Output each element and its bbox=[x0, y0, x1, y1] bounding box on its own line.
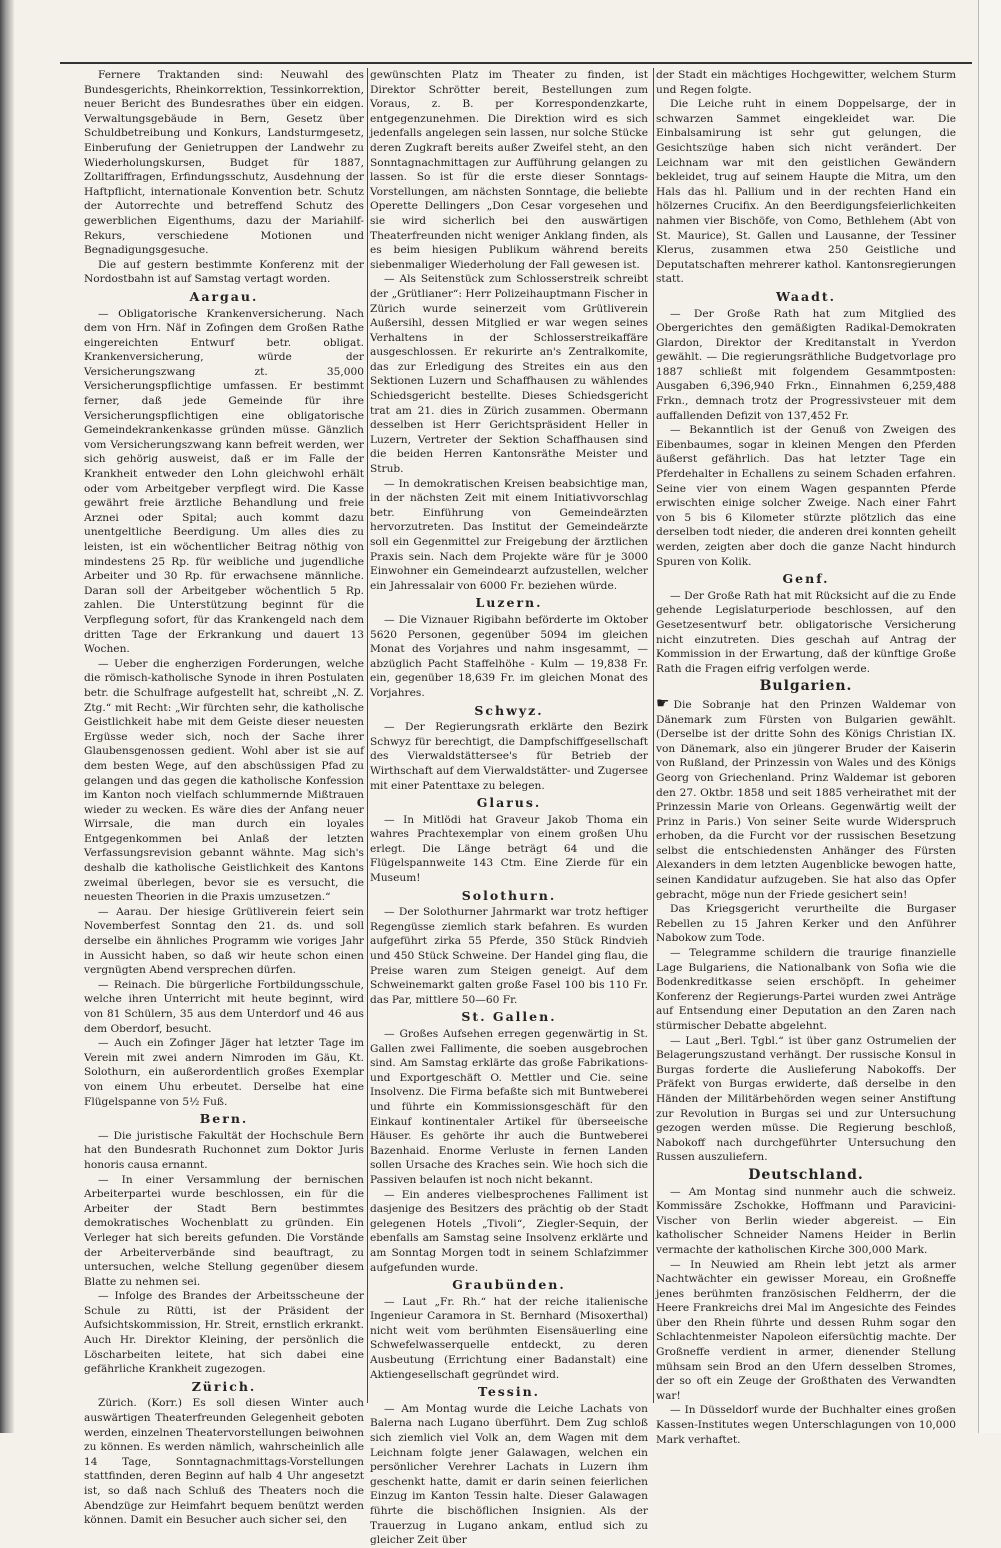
section-heading-schwyz: Schwyz. bbox=[474, 702, 544, 718]
column-rule bbox=[367, 68, 368, 1403]
section-heading-aargau: Aargau. bbox=[189, 288, 259, 304]
column-1 bbox=[84, 68, 364, 1527]
paragraph: — Die Viznauer Rigibahn beförderte im Oktober 5620 Personen, gegenüber 5094 im gleichen Monat des Vorjahres und nahm insgesammt, — abzüglich Pacht Staffelhöhe - Kulm — 19,838 Fr. ein, gegenüber 18,639 Fr. im gleichen Monat des Vorjahres. bbox=[370, 613, 648, 699]
paragraph: Das Kriegsgericht verurtheilte die Burgaser Rebellen zu 15 Jahren Kerker und den Anführer Nabokow zum Tode. bbox=[656, 903, 956, 945]
paragraph: — Großes Aufsehen erregen gegenwärtig in St. Gallen zwei Fallimente, die soeben ausgebrochen sind. Am Samstag erklärte das große Fabrikations- und Exportgeschäft O. Mettler und Cie. seine Insolvenz. Die Firma befaßte sich mit Buntweberei und führte ein Kommissionsgeschäft für den Einkauf kontinentaler Artikel für überseeische Häuser. Es gehörte ihr auch die Buntweberei Bazenhaid. Enorme Verluste in fernen Landen sollen Ursache des Kraches sein. Wie hoch sich die Passiven belaufen ist noch nicht bekannt. bbox=[370, 1028, 648, 1186]
paragraph: — Der Große Rath hat mit Rücksicht auf die zu Ende gehende Legislaturperiode beschlossen, auf den Gesetzesentwurf betr. obligatorische Versicherung nicht einzutreten. Dies geschah auf Antrag der Kommission in der Erwartung, daß der künftige Große Rath die Fragen eifrig verfolgen werde. bbox=[656, 589, 956, 675]
paragraph: — Obligatorische Krankenversicherung. Nach dem von Hrn. Näf in Zofingen dem Großen Rathe eingereichten Entwurf betr. obligat. Krankenversicherung, würde der Versicherungszwang zt. 35,000 Versicherungspflichtige umfassen. Er bestimmt ferner, daß jede Gemeinde für ihre Versicherungspflichtigen eine obligatorische Gemeindekrankenkasse gründen müsse. Gänzlich vom Versicherungszwang kann befreit werden, wer sich gehörig ausweist, daß er im Falle der Krankheit entweder den Lohn gleichwohl erhält oder vom Arbeitgeber verpflegt wird. Die Kasse gewährt freie ärztliche Behandlung und freie Arznei oder Spital; auch kommt dazu unentgeltliche Beerdigung. Um alles dies zu leisten, ist ein wöchentlicher Beitrag nöthig von mindestens 25 Rp. für weibliche und jugendliche Arbeiter und 30 Rp. für erwachsene männliche. Daran soll der Arbeitgeber wöchentlich 5 Rp. zahlen. Die Unterstützung beginnt für die Verpflegung sofort, für das Krankengeld nach dem dritten Tage der Erkrankung und dauert 13 Wochen. bbox=[84, 307, 364, 656]
pointing-hand-icon: ☛ bbox=[656, 693, 670, 712]
paragraph: — Auch ein Zofinger Jäger hat letzter Tage im Verein mit zwei andern Nimroden im Gäu, Kt. Solothurn, ein außerordentlich großes Exemplar von einem Uhu erbeutet. Derselbe hat eine Flügelspanne von 5½ Fuß. bbox=[84, 1037, 364, 1108]
paragraph: — Am Montag wurde die Leiche Lachats von Balerna nach Lugano überführt. Dem Zug schloß sich ziemlich viel Volk an, dem Wagen mit dem Leichnam folgte jener Galawagen, welchen ein persönlicher Verehrer Lachats in Luzern ihm geschenkt hatte, damit er darin seinen feierlichen Einzug im Kanton Tessin halte. Dieser Galawagen führte die bischöflichen Insignien. Als der Trauerzug in Lugano ankam, entlud sich zu gleicher Zeit über bbox=[370, 1402, 648, 1547]
paragraph: — Der Regierungsrath erklärte den Bezirk Schwyz für berechtigt, die Dampfschiffgesellschaft des Vierwaldstättersee's für Betrieb der Wirthschaft auf dem Vierwaldstätter- und Zugersee mit einer Patenttaxe zu belegen. bbox=[370, 721, 648, 792]
top-rule bbox=[60, 62, 972, 64]
paragraph: — Ueber die engherzigen Forderungen, welche die römisch-katholische Synode in ihren Postulaten betr. die Schulfrage aufgestellt hat, schreibt „N. Z. Ztg.“ mit Recht: „Wir fürchten sehr, die katholische Geistlichkeit habe mit dem Geiste dieser neuesten Ergüsse weder sich, noch der Sache ihrer Glaubensgenossen gedient. Wohl aber ist sie auf dem besten Wege, auf den abschüssigen Pfad zu gelangen und das gegen die katholische Konfession im Kanton noch vielfach schlummernde Mißtrauen wieder zu wecken. Es wäre dies der Anfang neuer Wirrsale, die man durch ein loyales Entgegenkommen bei Anlaß der letzten Verfassungsrevision gebannt wähnte. Mag sich's deshalb die katholische Geistlichkeit des Kantons zweimal überlegen, bevor sie es versucht, die neuesten Theorien in die Praxis umzusetzen.“ bbox=[84, 657, 364, 904]
paragraph: Fernere Traktanden sind: Neuwahl des Bundesgerichts, Rheinkorrektion, Tessinkorrektion, neuer Bericht des Bundesrathes über ein eidgen. Verwaltungsgebäude in Bern, Gesetz über Schuldbetreibung und Konkurs, Landsturmgesetz, Einberufung der Genietruppen der Landwehr zu Wiederholungskursen, Budget für 1887, Zolltariffragen, Erfindungsschutz, Ausdehnung der Haftpflicht, internationale Konvention betr. Schutz der Autorrechte und betreffend Schutz des gewerblichen Eigenthums, dazu der Mariahilf-Rekurs, verschiedene Motionen und Begnadigungsgesuche. bbox=[84, 69, 364, 257]
column-3 bbox=[656, 68, 956, 1446]
paragraph: — Bekanntlich ist der Genuß von Zweigen des Eibenbaumes, sogar in kleinen Mengen den Pferden äußerst gefährlich. Das hat letzter Tage ein Pferdehalter in Echallens zu seinem Schaden erfahren. Seine vier von einem Wagen gespannten Pferde erwischten einige solcher Zweige. Nach einer Fahrt von 5 bis 6 Kilometer stürzte plötzlich das eine derselben todt nieder, die anderen drei konnten geheilt werden, zeigten aber doch die ganze Nacht hindurch Spuren von Kolik. bbox=[656, 424, 956, 568]
paragraph: — In einer Versammlung der bernischen Arbeiterpartei wurde beschlossen, ein für die Arbeiter der Stadt Bern bestimmtes demokratisches Wochenblatt zu gründen. Ein Verleger hat sich bereits gefunden. Die Vorstände der Arbeiterverbände sind beauftragt, zu untersuchen, welche Stellung gegenüber diesem Blatte zu nehmen sei. bbox=[84, 1173, 364, 1288]
section-heading-luzern: Luzern. bbox=[475, 595, 543, 611]
paragraph: — In Mitlödi hat Graveur Jakob Thoma ein wahres Prachtexemplar von einem großen Uhu erlegt. Die Länge beträgt 64 und die Flügelspannweite 143 Ctm. Eine Zierde für ein Museum! bbox=[370, 813, 648, 885]
paragraph: — Reinach. Die bürgerliche Fortbildungsschule, welche ihren Unterricht mit heute beginnt, wird von 81 Schülern, 35 aus dem Unterdorf und 46 aus dem Oberdorf, besucht. bbox=[84, 978, 364, 1035]
paragraph-text: Die Sobranje hat den Prinzen Waldemar von Dänemark zum Fürsten von Bulgarien gewählt. (Derselbe ist der dritte Sohn des Königs Christian IX. von Dänemark, also ein jüngerer Bruder der Kaiserin von Rußland, der Prinzessin von Wales und des Königs Georg von Griechenland. Prinz Waldemar ist geboren den 27. Oktbr. 1858 und seit 1885 verheirathet mit der Prinzessin Marie von Orleans. Gegenwärtig weilt der Prinz in Paris.) Von seiner Seite wurde Widerspruch erhoben, da die Furcht vor der russischen Besetzung selbst die entschiedensten Anhänger des Fürsten Alexanders in dem letzten Augenblicke bewogen hatte, seinen Kandidatur aufzugeben. Sie hat also das Opfer gebracht, möge nun der Friede gesichert sein! bbox=[656, 698, 956, 901]
section-heading-glarus: Glarus. bbox=[476, 795, 542, 811]
adjacent-page-edge bbox=[978, 0, 1001, 1433]
paragraph: gewünschten Platz im Theater zu finden, ist Direktor Schrötter bereit, Bestellungen zum Voraus, z. B. per Korrespondenzkarte, entgegenzunehmen. Die Direktion wird es sich jedenfalls angelegen sein lassen, nur solche Stücke deren Zugkraft bereits außer Zweifel steht, an den Sonntagnachmittagen zur Aufführung gelangen zu lassen. So ist für die erste dieser Sonntags-Vorstellungen, am nächsten Sonntage, die beliebte Operette Dellingers „Don Cesar vorgesehen und sie wird sicherlich bei den auswärtigen Theaterfreunden nicht weniger Anklang finden, als es beim hiesigen Publikum während bereits siebenmaliger Wiederholung der Fall gewesen ist. bbox=[370, 69, 648, 271]
paragraph: — Der Große Rath hat zum Mitglied des Obergerichtes den gemäßigten Radikal-Demokraten Glardon, Direktor der Kreditanstalt in Yverdon gewählt. — Die regierungsräthliche Budgetvorlage pro 1887 schließt mit folgendem Gesammtposten: Ausgaben 6,396,940 Frkn., Einnahmen 6,259,488 Frkn., demnach trotz der Progressivsteuer mit dem auffallenden Defizit von 137,452 Fr. bbox=[656, 307, 956, 422]
paragraph: — Der Solothurner Jahrmarkt war trotz heftiger Regengüsse ziemlich stark befahren. Es wurden aufgeführt zirka 55 Pferde, 350 Stück Rindvieh und 450 Stück Schweine. Der Handel ging flau, die Preise waren zum Steigen geneigt. Auf dem Schweinemarkt galten große Fasel 100 bis 110 Fr. das Par, mittlere 50—60 Fr. bbox=[370, 906, 648, 1006]
paragraph: — Laut „Berl. Tgbl.“ ist über ganz Ostrumelien der Belagerungszustand verhängt. Der russische Konsul in Burgas forderte die Auslieferung Nabokoffs. Der Präfekt von Burgas erwiderte, daß derselbe in den Händen der Militärbehörden wegen seiner Anstiftung zur Revolution in Burgas sei und zur Untersuchung gezogen werden müsse. Die Regierung beschloß, Nabokoff nach durchgeführter Untersuchung den Russen auszuliefern. bbox=[656, 1034, 956, 1164]
paragraph: — Ein anderes vielbesprochenes Falliment ist dasjenige des Besitzers des prächtig ob der Stadt gelegenen Hotels „Tivoli“, Ziegler-Sequin, der ebenfalls am Samstag seine Insolvenz erklärte und am Sonntag Morgen todt in seinem Schlafzimmer aufgefunden wurde. bbox=[370, 1188, 648, 1274]
paragraph: — Am Montag sind nunmehr auch die schweiz. Kommissäre Zschokke, Hoffmann und Paravicini-Vischer von Berlin wieder abgereist. — Ein katholischer Schneider Namens Heider in Berlin vermachte der katholischen Kirche 300,000 Mark. bbox=[656, 1185, 956, 1256]
paragraph: — Die juristische Fakultät der Hochschule Bern hat den Bundesrath Ruchonnet zum Doktor Juris honoris causa ernannt. bbox=[84, 1129, 364, 1171]
paragraph: — Telegramme schildern die traurige finanzielle Lage Bulgariens, die Nationalbank von Sofia wie die Bodenkreditkasse seien erschöpft. In geheimer Konferenz der Regierungs-Partei wurden zwei Anträge auf Entsendung einer Deputation an den Zaren nach stürmischer Debatte abgelehnt. bbox=[656, 947, 956, 1032]
section-heading-bern: Bern. bbox=[199, 1111, 249, 1127]
column-rule bbox=[653, 68, 654, 1403]
paragraph: — In demokratischen Kreisen beabsichtige man, in der nächsten Zeit mit einem Initiativvorschlag betr. Einführung von Gemeindeärzten hervorzutreten. Das Institut der Gemeindeärzte soll ein Gegenmittel zur Freigebung der ärztlichen Praxis sein. Nach dem Projekte wäre für je 3000 Einwohner ein Gemeindearzt aufzustellen, welcher ein Jahressalair von 6000 Fr. beziehen würde. bbox=[370, 477, 648, 592]
page-binding-shadow bbox=[0, 0, 14, 1433]
section-heading-waadt: Waadt. bbox=[775, 288, 837, 304]
paragraph: — Infolge des Brandes der Arbeitsscheune der Schule zu Rütti, ist der Präsident der Aufsichtskommission, Hr. Streit, ernstlich erkrankt. Auch Hr. Direktor Kleining, der persönlich die Löscharbeiten leitete, hat sich dabei eine gefährliche Krankheit zugezogen. bbox=[84, 1290, 364, 1376]
section-heading-st-gallen: St. Gallen. bbox=[461, 1009, 557, 1025]
paragraph: — In Düsseldorf wurde der Buchhalter eines großen Kassen-Institutes wegen Unterschlagungen von 10,000 Mark verhaftet. bbox=[656, 1404, 956, 1446]
paragraph: — Aarau. Der hiesige Grütliverein feiert sein Novemberfest Sonntag den 21. ds. und soll derselbe ein ähnliches Programm wie voriges Jahr in Aussicht haben, so daß wir heute schon einen vergnügten Abend versprechen dürfen. bbox=[84, 905, 364, 977]
section-heading-bulgarien: Bulgarien. bbox=[759, 678, 853, 695]
paragraph: Die auf gestern bestimmte Konferenz mit der Nordostbahn ist auf Samstag vertagt worden. bbox=[84, 258, 364, 286]
section-heading-solothurn: Solothurn. bbox=[461, 887, 557, 903]
paragraph bbox=[656, 693, 956, 902]
section-heading-genf: Genf. bbox=[782, 571, 830, 587]
paragraph: der Stadt ein mächtiges Hochgewitter, welchem Sturm und Regen folgte. bbox=[656, 69, 956, 96]
section-heading-tessin: Tessin. bbox=[477, 1384, 541, 1400]
section-heading-graubuenden: Graubünden. bbox=[452, 1277, 566, 1293]
paragraph: — Als Seitenstück zum Schlosserstreik schreibt der „Grütlianer“: Herr Polizeihauptmann Fischer in Zürich wurde seinerzeit vom Grütliverein Außersihl, dessen Mitglied er war wegen seines Verhaltens in der Schlosserstreikaffäre ausgeschlossen. Er rekurirte an's Zentralkomite, das zur Erledigung des Streites ein aus den Sektionen Luzern und Schaffhausen zu wählendes Schiedsgericht bestellte. Dieses Schiedsgericht trat am 21. dies in Zürich zusammen. Obermann desselben ist Herr Gerichtspräsident Heller in Luzern, Vertreter der Sektion Schaffhausen sind die beiden Herren Kantonsräthe Meister und Strub. bbox=[370, 273, 648, 476]
section-heading-zuerich: Zürich. bbox=[191, 1378, 257, 1394]
paragraph: — In Neuwied am Rhein lebt jetzt als armer Nachtwächter ein gewisser Moreau, ein Großneffe jenes berühmten französischen Feldherrn, der die Heere Frankreichs drei Mal im Angesichte des Feindes über den Rhein führte und dessen Ruhm sogar den Schlachtenmeister Napoleon eifersüchtig machte. Der Großneffe verdient in armer, dienender Stellung mühsam sein Brod an den Ufern desselben Stromes, der so oft ein Zeuge der Großthaten des Verwandten war! bbox=[656, 1258, 956, 1402]
column-2 bbox=[370, 68, 648, 1547]
paragraph: Die Leiche ruht in einem Doppelsarge, der in schwarzen Sammet eingekleidet war. Die Einbalsamirung ist sehr gut gelungen, die Gesichtszüge haben sich nicht verändert. Der Leichnam war mit den geistlichen Gewändern bekleidet, trug auf seinem Haupte die Mitra, um den Hals das hl. Pallium und in der rechten Hand ein hölzernes Crucifix. An den Beerdigungsfeierlichkeiten nahmen vier Bischöfe, von Como, Bethlehem (Abt von St. Maurice), St. Gallen und Lausanne, der Tessiner Klerus, zusammen etwa 250 Geistliche und Deputatschaften mehrerer kathol. Kantonsregierungen statt. bbox=[656, 98, 956, 286]
paragraph: — Laut „Fr. Rh.“ hat der reiche italienische Ingenieur Caramora in St. Bernhard (Misoxerthal) nicht weit vom berühmten Eisensäuerling eine Schwefelwasserquelle entdeckt, zu deren Ausbeutung (Errichtung einer Badanstalt) eine Aktiengesellschaft gegründet wird. bbox=[370, 1295, 648, 1381]
paragraph: Zürich. (Korr.) Es soll diesen Winter auch auswärtigen Theaterfreunden Gelegenheit geboten werden, einzelnen Theatervorstellungen beiwohnen zu können. Es werden nämlich, wahrscheinlich alle 14 Tage, Sonntagnachmittags-Vorstellungen stattfinden, deren Beginn auf halb 4 Uhr angesetzt ist, so daß nach Schluß des Theaters noch die Abendzüge zur Heimfahrt bequem benützt werden können. Damit ein Besucher auch sicher sei, den bbox=[84, 1397, 364, 1527]
section-heading-deutschland: Deutschland. bbox=[748, 1166, 864, 1183]
